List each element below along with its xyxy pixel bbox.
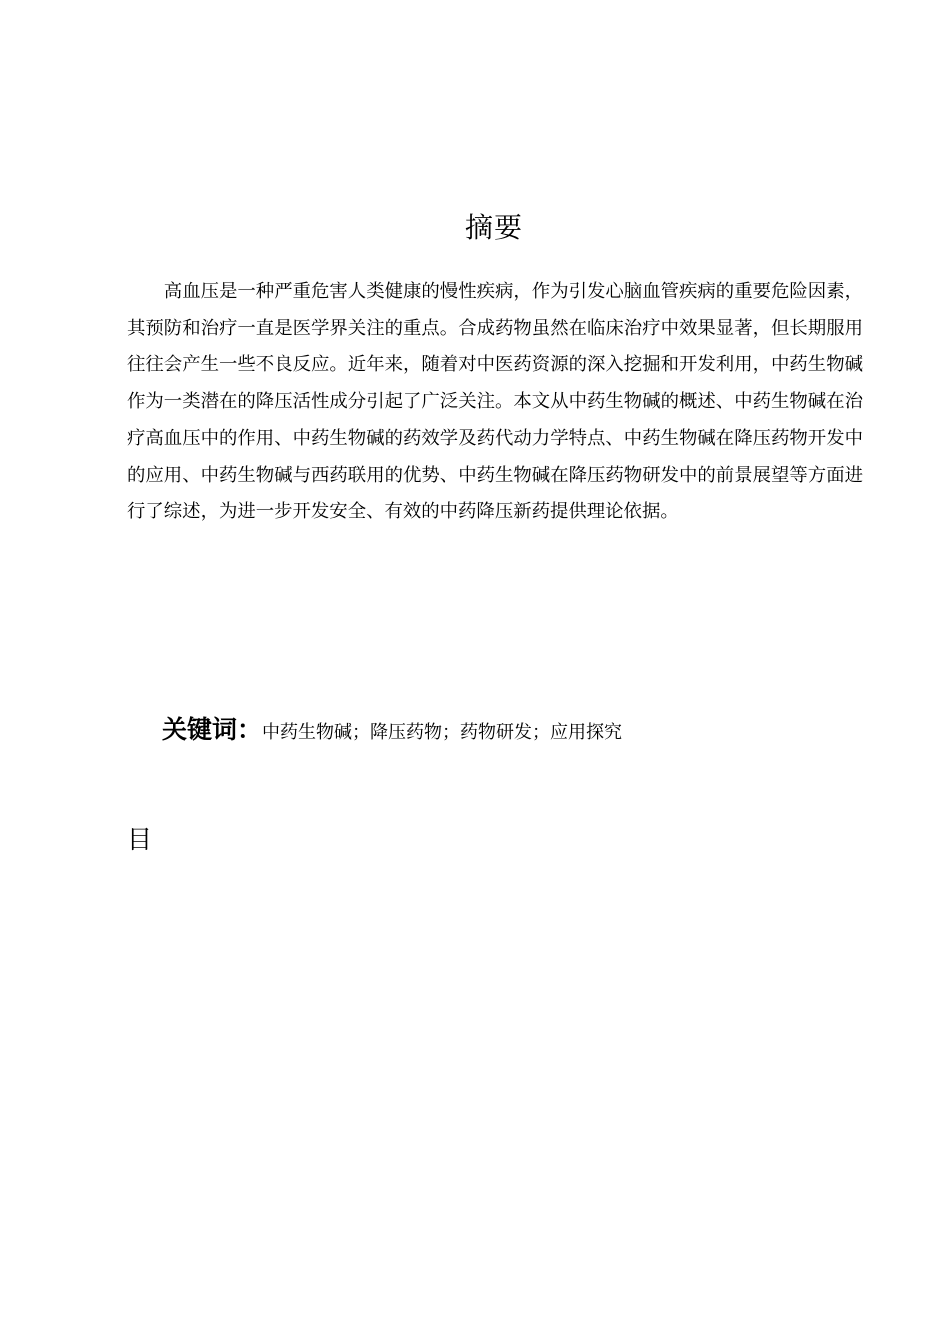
keywords-label: 关键词： <box>162 715 263 744</box>
keywords-line <box>162 710 882 753</box>
toc-heading: 目 <box>127 825 153 854</box>
keywords-text: 中药生物碱；降压药物；药物研发；应用探究 <box>262 722 623 743</box>
abstract-title: 摘要 <box>464 211 523 244</box>
abstract-body: 高血压是一种严重危害人类健康的慢性疾病，作为引发心脑血管疾病的重要危险因素，其预防和治疗一直是医学界关注的重点。合成药物虽然在临床治疗中效果显著，但长期服用往往会产生一些不良反应。近年来，随着对中医药资源的深入挖掘和开发利用，中药生物碱作为一类潜在的降压活性成分引起了广泛关注。本文从中药生物碱的概述、中药生物碱在治疗高血压中的作用、中药生物碱的药效学及药代动力学特点、中药生物碱在降压药物开发中的应用、中药生物碱与西药联用的优势、中药生物碱在降压药物研发中的前景展望等方面进行了综述，为进一步开发安全、有效的中药降压新药提供理论依据。 <box>127 281 863 523</box>
